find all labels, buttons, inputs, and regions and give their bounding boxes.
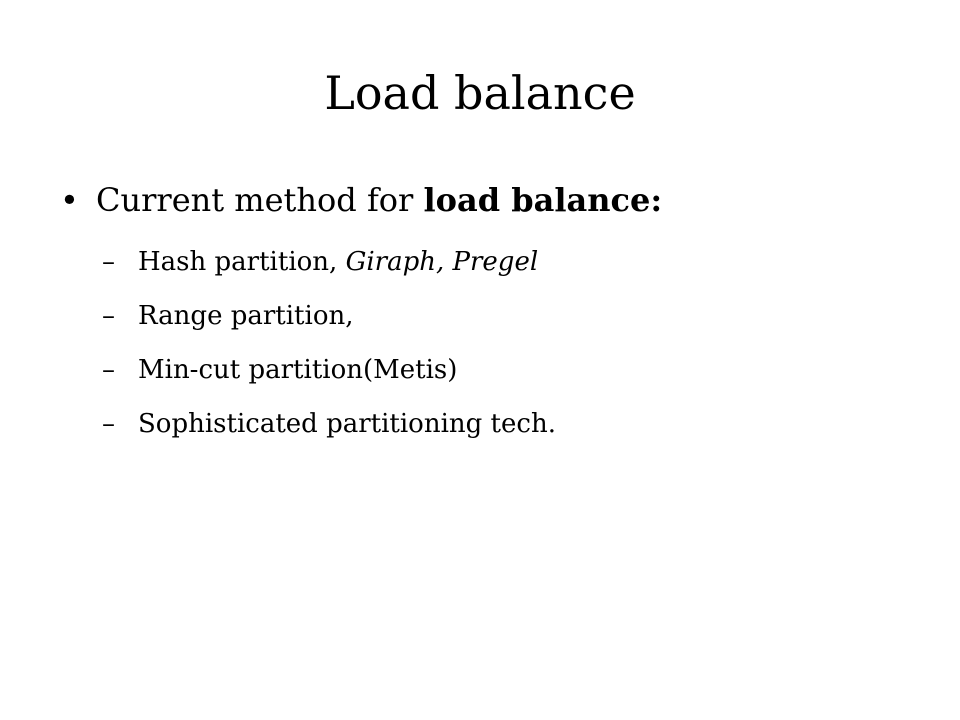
sub-bullet-sophisticated [102, 397, 556, 451]
bullet-bold-text: load balance: [423, 181, 663, 219]
sub-bullet-range [102, 289, 556, 343]
dash-marker: – [102, 409, 115, 439]
bullet-marker: • [60, 181, 79, 219]
sub-bullet-text: Hash partition, [138, 247, 346, 277]
dash-marker: – [102, 301, 115, 331]
sub-bullet-text: Min-cut partition(Metis) [138, 355, 458, 385]
dash-marker: – [102, 247, 115, 277]
sub-bullet-hash [102, 235, 556, 289]
sub-bullet-mincut [102, 343, 556, 397]
sub-bullet-italic: Giraph, Pregel [345, 247, 539, 277]
sub-bullet-text: Sophisticated partitioning tech. [138, 409, 556, 439]
dash-marker: – [102, 355, 115, 385]
sub-bullet-list [102, 235, 556, 451]
slide-title: Load balance [324, 66, 636, 120]
main-bullet [60, 175, 662, 225]
bullet-text: Current method for [96, 181, 424, 219]
sub-bullet-text: Range partition, [138, 301, 354, 331]
